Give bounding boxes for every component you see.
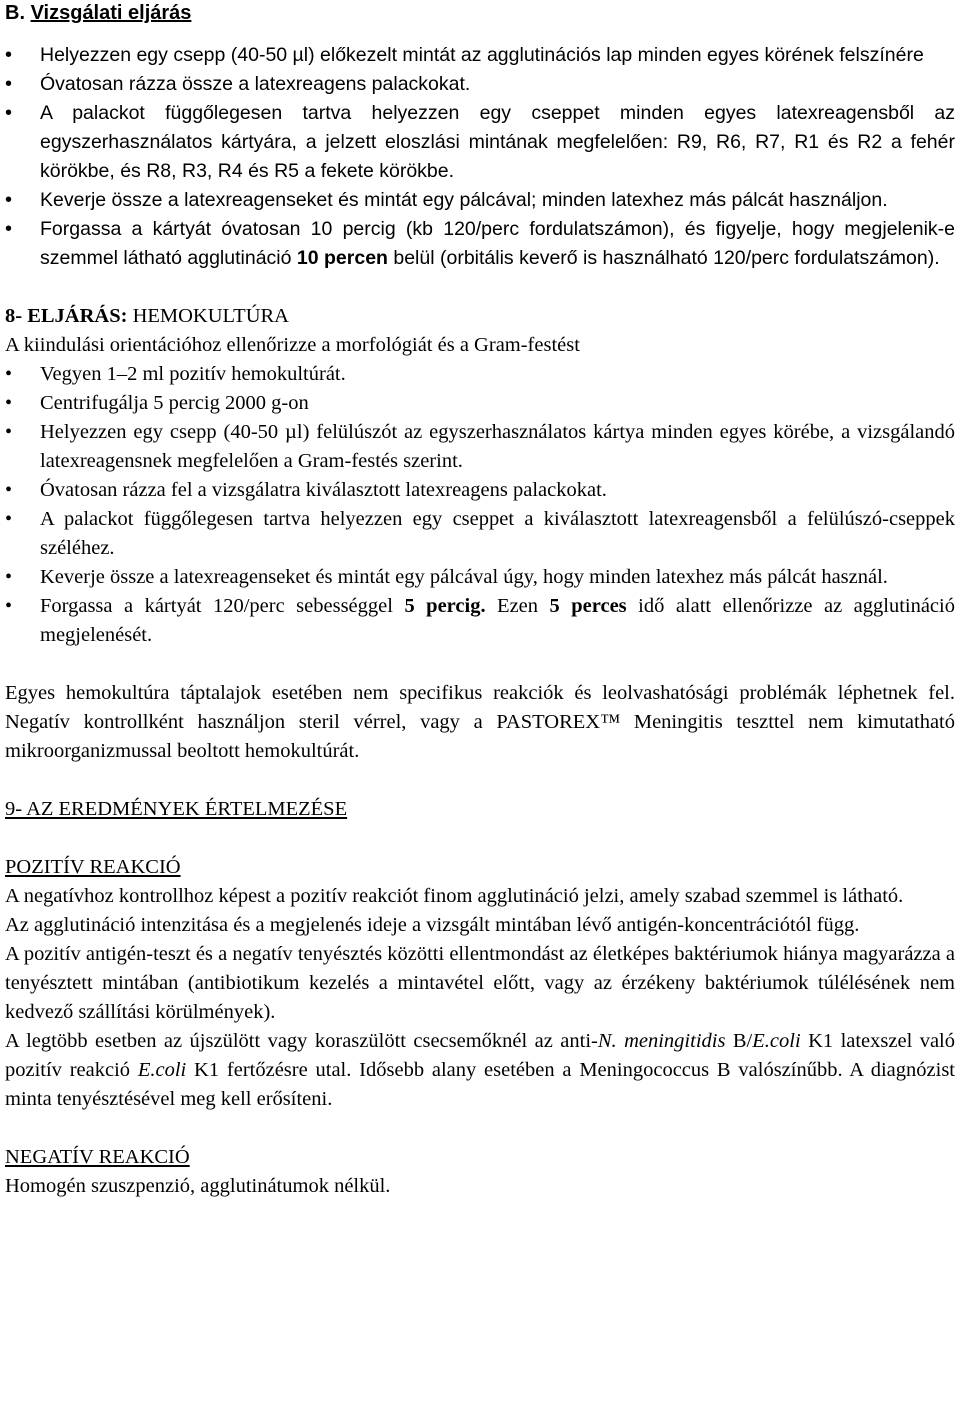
section-8-heading xyxy=(5,302,955,331)
para-text: A legtöbb esetben az újszülött vagy koraszülött csecsemőknél az anti- xyxy=(5,1030,598,1052)
s8-last-bold-d: 5 perces xyxy=(549,595,627,617)
section-9-heading: 9- AZ EREDMÉNYEK ÉRTELMEZÉSE xyxy=(5,798,348,820)
s8-last-text-c: Ezen xyxy=(485,595,550,617)
para-text: K1 latexszel való pozitív reakció xyxy=(5,1030,956,1081)
section-8-note: Egyes hemokultúra táptalajok esetében nem specifikus reakciók és leolvashatósági problémák léphetnek fel. Negatív kontrollként használjon steril vérrel, vagy a PASTOREX™ Meningitis teszttel nem kimutatható mikroorganizmussal beoltott hemokultúrát. xyxy=(5,682,955,762)
b-item5-bold: 10 percen xyxy=(296,247,388,269)
list-item: • A palackot függőlegesen tartva helyezzen egy cseppet a kiválasztott latexreagensből a felülúszó-cseppek széléhez. xyxy=(5,505,955,563)
s8-last-text-a: Forgassa a kártyát 120/perc sebességgel xyxy=(40,595,405,617)
procedure-b-list xyxy=(5,41,955,273)
list-item xyxy=(5,215,955,273)
negative-reaction-heading: NEGATÍV REAKCIÓ xyxy=(5,1146,190,1168)
list-item: • Keverje össze a latexreagenseket és mintát egy pálcával úgy, hogy minden latexhez más pálcát használ. xyxy=(5,563,955,592)
positive-paragraph: Az agglutináció intenzitása és a megjelenés ideje a vizsgált mintában lévő antigén-koncentrációtól függ. xyxy=(5,914,860,936)
list-item: • Centrifugálja 5 percig 2000 g-on xyxy=(5,389,955,418)
organism-name: E.coli xyxy=(137,1059,187,1081)
list-item: • Vegyen 1–2 ml pozitív hemokultúrát. xyxy=(5,360,955,389)
section-8-heading-bold: 8- ELJÁRÁS: xyxy=(5,305,128,327)
section-b-prefix: B. xyxy=(5,2,31,24)
negative-reaction-text: Homogén szuszpenzió, agglutinátumok nélkül. xyxy=(5,1175,391,1197)
s8-last-text-e: idő alatt ellenőrizze az agglutináció megjelenését. xyxy=(40,595,955,646)
positive-reaction-heading: POZITÍV REAKCIÓ xyxy=(5,856,181,878)
organism-name: E.coli xyxy=(752,1030,801,1052)
b-item5-text: Forgassa a kártyát óvatosan 10 percig (kb 120/perc fordulatszámon), és figyelje, hogy megjelenik-e szemmel látható agglutináció xyxy=(40,218,955,269)
section-b-heading xyxy=(5,0,955,26)
list-item: • Helyezzen egy csepp (40-50 µl) felülúszót az egyszerhasználatos kártya minden egyes körébe, a vizsgálandó latexreagensnek megfelelően a Gram-festés szerint. xyxy=(5,418,955,476)
list-item xyxy=(5,592,955,650)
positive-paragraph: A negatívhoz kontrollhoz képest a pozitív reakciót finom agglutináció jelzi, amely szabad szemmel is látható. xyxy=(5,885,904,907)
list-item: • Óvatosan rázza össze a latexreagens palackokat. xyxy=(5,70,955,99)
document-page xyxy=(5,0,955,1201)
section-8-heading-rest: HEMOKULTÚRA xyxy=(127,305,289,327)
positive-paragraph-last xyxy=(5,1027,955,1114)
s8-last-bold-b: 5 percig. xyxy=(404,595,486,617)
section-b-title: Vizsgálati eljárás xyxy=(30,2,192,24)
list-item: • Óvatosan rázza fel a vizsgálatra kiválasztott latexreagens palackokat. xyxy=(5,476,955,505)
organism-name: N. meningitidis xyxy=(597,1030,726,1052)
list-item: • Helyezzen egy csepp (40-50 µl) előkezelt mintát az agglutinációs lap minden egyes körének felszínére xyxy=(5,41,955,70)
para-text: B/ xyxy=(725,1030,753,1052)
positive-paragraph: A pozitív antigén-teszt és a negatív tenyésztés közötti ellentmondást az életképes baktériumok hiánya magyarázza a tenyésztett mintában (antibiotikum kezelés a mintavétel előtt, vagy az érzékeny baktériumok túlélésének nem kedvező szállítási körülmények). xyxy=(5,943,955,1023)
list-item: • A palackot függőlegesen tartva helyezzen egy cseppet minden egyes latexreagensből az egyszerhasználatos kártyára, a jelzett eloszlási mintának megfelelően: R9, R6, R7, R1 és R2 a fehér körökbe, és R8, R3, R4 és R5 a fekete körökbe. xyxy=(5,99,955,186)
section-8-intro: A kiindulási orientációhoz ellenőrizze a morfológiát és a Gram-festést xyxy=(5,334,580,356)
procedure-8-list xyxy=(5,360,955,650)
para-text: K1 fertőzésre utal. Idősebb alany esetében a Meningococcus B valószínűbb. A diagnózist minta tenyésztésével meg kell erősíteni. xyxy=(5,1059,955,1110)
list-item: • Keverje össze a latexreagenseket és mintát egy pálcával; minden latexhez más pálcát használjon. xyxy=(5,186,955,215)
b-item5-text-end: belül (orbitális keverő is használható 120/perc fordulatszámon). xyxy=(387,247,940,269)
